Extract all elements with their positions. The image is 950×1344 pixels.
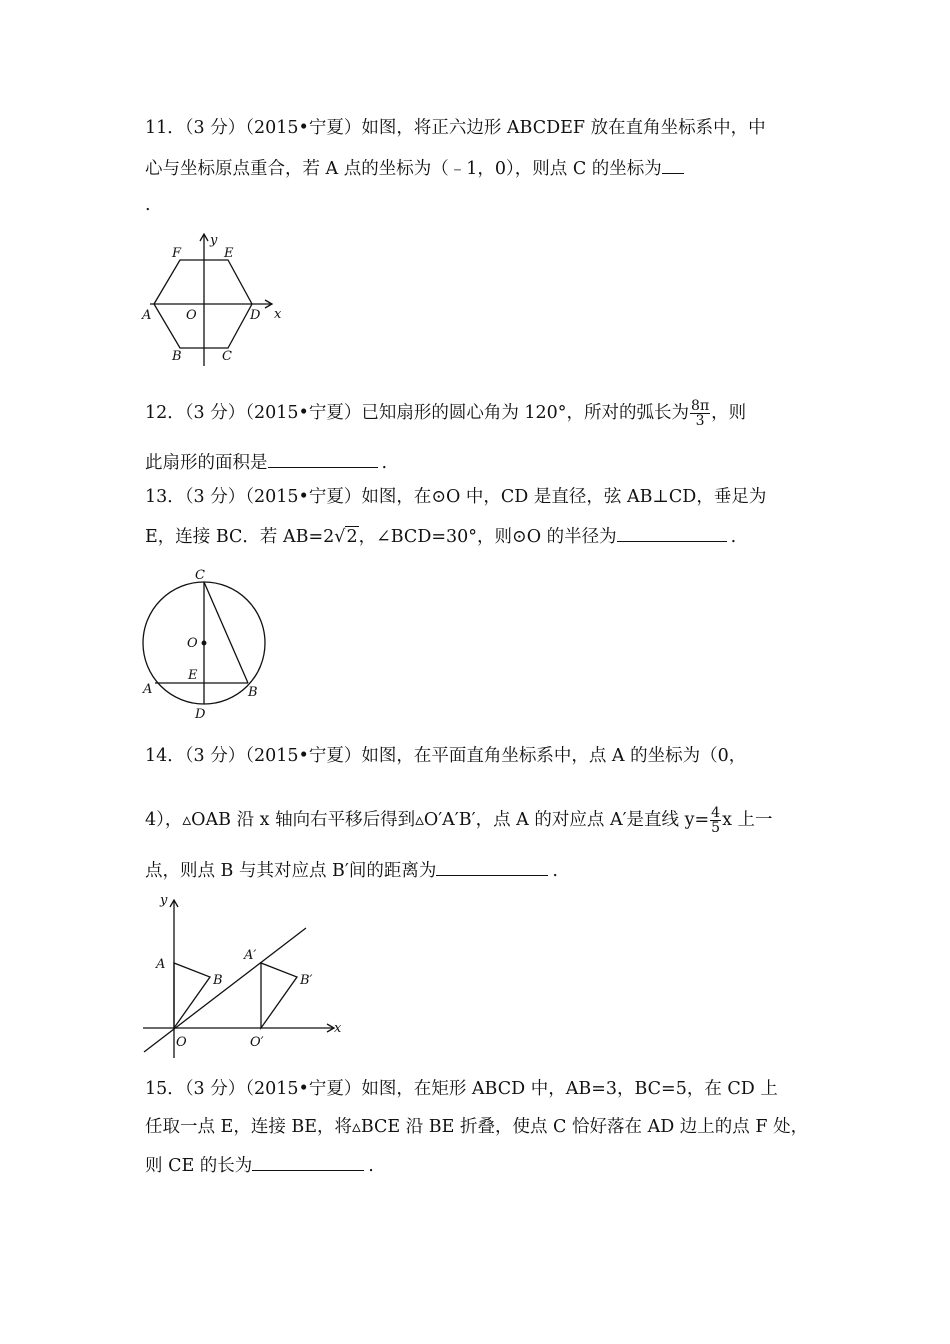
circle-label-d: D <box>195 707 206 722</box>
q15-line-3 <box>145 1152 374 1178</box>
q13-line-2-prefix: E，连接 BC．若 AB=2 <box>145 527 335 547</box>
q15-line-2: 任取一点 E，连接 BE，将▵BCE 沿 BE 折叠，使点 C 恰好落在 AD 边上的点 F 处， <box>145 1117 809 1137</box>
circle-label-o: O <box>187 636 198 651</box>
hexagon-label-b: B <box>172 349 182 364</box>
translation-label-b: B <box>213 973 223 988</box>
circle-figure <box>138 565 278 725</box>
translation-label-o-prime: O′ <box>250 1035 264 1050</box>
q14-line-3 <box>145 857 558 883</box>
translation-figure <box>138 890 348 1060</box>
q14-line-3-end: . <box>552 861 558 881</box>
translation-label-a: A <box>156 957 166 972</box>
translation-label-a-prime: A′ <box>244 948 257 963</box>
q15-line-3-end: . <box>368 1156 374 1176</box>
q12-fraction <box>690 399 710 428</box>
hexagon-label-o: O <box>186 308 197 323</box>
q12-line-1-prefix: 12．（3 分）（2015•宁夏）已知扇形的圆心角为 120°，所对的弧长为 <box>145 403 690 423</box>
q13-line-1: 13．（3 分）（2015•宁夏）如图，在⊙O 中，CD 是直径，弦 AB⊥CD，垂足为 <box>145 487 767 507</box>
circle-label-e: E <box>188 668 198 683</box>
q12-answer-blank <box>268 449 378 468</box>
q14-line-3-text: 点，则点 B 与其对应点 B′间的距离为 <box>145 861 437 881</box>
q12-line-2-text: 此扇形的面积是 <box>145 453 268 473</box>
q15-line-3-text: 则 CE 的长为 <box>145 1156 253 1176</box>
q12-line-2-end: . <box>381 453 388 473</box>
q11-line-3: . <box>145 195 151 215</box>
center-dot <box>202 641 206 645</box>
q11-line-2 <box>145 155 684 181</box>
q13-line-2-end: . <box>730 527 737 547</box>
translation-label-x: x <box>334 1021 342 1036</box>
hexagon-label-e: E <box>224 246 234 261</box>
q15-line-1: 15．（3 分）（2015•宁夏）如图，在矩形 ABCD 中，AB=3，BC=5，在 CD 上 <box>145 1079 778 1099</box>
circle-label-a: A <box>143 682 153 697</box>
triangle-o-a-b-prime <box>261 963 297 1028</box>
q14-line-2 <box>145 806 773 835</box>
q12-fraction-denominator: 3 <box>695 413 705 429</box>
q14-line-2-suffix: x 上一 <box>722 810 773 830</box>
q13-sqrt: √2 <box>334 527 358 547</box>
hexagon-label-a: A <box>142 308 152 323</box>
q12-line-2 <box>145 449 387 475</box>
q11-answer-blank <box>662 155 684 174</box>
q15-answer-blank <box>252 1152 364 1171</box>
translation-label-b-prime: B′ <box>300 973 313 988</box>
q13-line-2 <box>145 523 736 549</box>
q11-line-1: 11．（3 分）（2015•宁夏）如图，将正六边形 ABCDEF 放在直角坐标系中，中 <box>145 118 766 138</box>
hexagon-figure <box>140 228 290 368</box>
hexagon-label-x: x <box>274 307 282 322</box>
q14-line-1: 14．（3 分）（2015•宁夏）如图，在平面直角坐标系中，点 A 的坐标为（0， <box>145 746 747 766</box>
q14-line-2-prefix: 4），▵OAB 沿 x 轴向右平移后得到▵O′A′B′，点 A 的对应点 A′是直线 y= <box>145 810 710 830</box>
hexagon-label-y: y <box>210 233 218 248</box>
circle-label-c: C <box>195 568 205 583</box>
hexagon-label-f: F <box>172 246 182 261</box>
q12-fraction-numerator: 8π <box>691 398 710 414</box>
translation-label-o: O <box>176 1035 187 1050</box>
q14-fraction-numerator: 4 <box>711 805 721 821</box>
q13-answer-blank <box>617 523 727 542</box>
hexagon-label-c: C <box>222 349 232 364</box>
circle-label-b: B <box>248 685 258 700</box>
hexagon-label-d: D <box>250 308 261 323</box>
translation-label-y: y <box>160 893 168 908</box>
q13-sqrt-radicand: 2 <box>346 527 358 547</box>
triangle-oab <box>174 963 210 1028</box>
q13-line-2-suffix: ，∠BCD=30°，则⊙O 的半径为 <box>358 527 617 547</box>
q12-line-1-suffix: ，则 <box>711 403 747 423</box>
q12-line-1 <box>145 399 746 428</box>
q11-line-2-text: 心与坐标原点重合，若 A 点的坐标为（﹣1，0），则点 C 的坐标为 <box>145 159 662 179</box>
q14-fraction-denominator: 5 <box>711 820 721 836</box>
q14-answer-blank <box>436 857 548 876</box>
q14-fraction <box>710 806 721 835</box>
segment-bc <box>204 582 248 683</box>
line-y-4-5-x <box>144 928 306 1052</box>
